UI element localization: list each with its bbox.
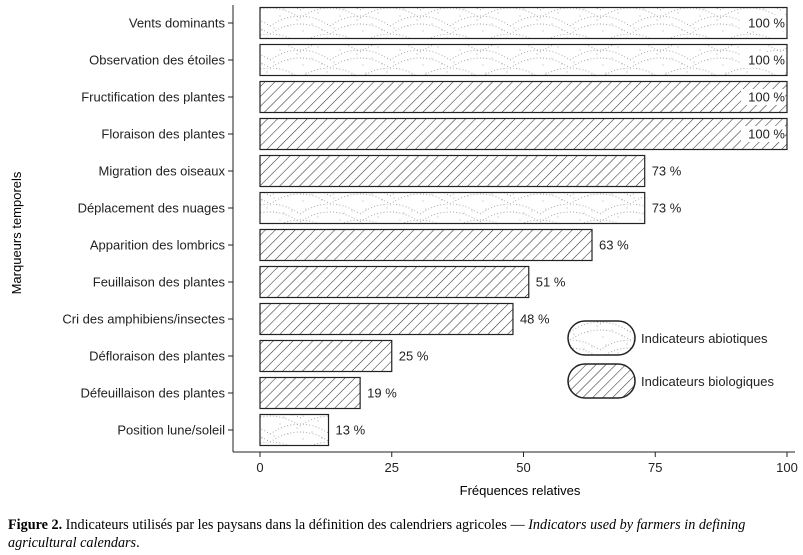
category-label: Fructification des plantes <box>81 89 225 105</box>
bar <box>260 378 360 409</box>
value-label: 63 % <box>599 237 629 253</box>
figure-caption <box>8 516 798 552</box>
caption-label: Figure 2. <box>8 517 63 533</box>
bar <box>260 267 529 298</box>
value-label: 19 % <box>367 385 397 401</box>
caption-text-en: Indicators used by farmers in defining agricultural calendars <box>8 517 746 551</box>
bar <box>260 156 645 187</box>
legend <box>568 321 774 398</box>
x-tick-label: 75 <box>648 460 663 475</box>
x-tick-label: 100 <box>776 460 798 475</box>
legend-label-abiotic: Indicateurs abiotiques <box>641 331 768 346</box>
category-label: Cri des amphibiens/insectes <box>62 311 225 327</box>
caption-text-fr: Indicateurs utilisés par les paysans dans la définition des calendriers agricoles — <box>65 517 525 533</box>
x-tick-label: 25 <box>384 460 399 475</box>
category-label: Observation des étoiles <box>89 52 225 68</box>
category-label: Feuillaison des plantes <box>92 274 225 290</box>
value-label: 100 % <box>748 89 785 105</box>
value-label: 25 % <box>398 348 429 364</box>
bar <box>260 8 787 39</box>
value-label: 73 % <box>651 200 682 216</box>
value-label: 100 % <box>748 126 785 142</box>
caption-period: . <box>136 535 140 551</box>
category-label: Migration des oiseaux <box>98 163 225 179</box>
y-axis-title: Marqueurs temporels <box>9 171 24 295</box>
bar <box>260 45 787 76</box>
legend-swatch-biologic <box>568 364 635 398</box>
category-label: Vents dominants <box>128 15 225 31</box>
bar <box>260 82 787 113</box>
category-label: Apparition des lombrics <box>89 237 225 253</box>
bar <box>260 193 645 224</box>
bar <box>260 304 513 335</box>
category-label: Position lune/soleil <box>117 422 225 438</box>
x-axis-title: Fréquences relatives <box>459 483 581 498</box>
bar <box>260 341 392 372</box>
x-tick-label: 0 <box>256 460 264 475</box>
value-label: 48 % <box>519 311 550 327</box>
value-label: 51 % <box>535 274 566 290</box>
category-labels <box>62 16 233 438</box>
bar <box>260 415 329 446</box>
category-label: Défloraison des plantes <box>89 348 225 364</box>
value-label: 100 % <box>748 15 785 31</box>
legend-swatch-abiotic <box>568 321 635 355</box>
category-label: Défeuillaison des plantes <box>80 385 225 401</box>
bar <box>260 230 592 261</box>
category-label: Floraison des plantes <box>101 126 225 142</box>
legend-label-biologic: Indicateurs biologiques <box>641 374 774 389</box>
x-tick-label: 50 <box>516 460 531 475</box>
bar <box>260 119 787 150</box>
category-label: Déplacement des nuages <box>77 200 225 216</box>
value-label: 100 % <box>748 52 785 68</box>
value-label: 13 % <box>335 422 366 438</box>
value-label: 73 % <box>651 163 682 179</box>
